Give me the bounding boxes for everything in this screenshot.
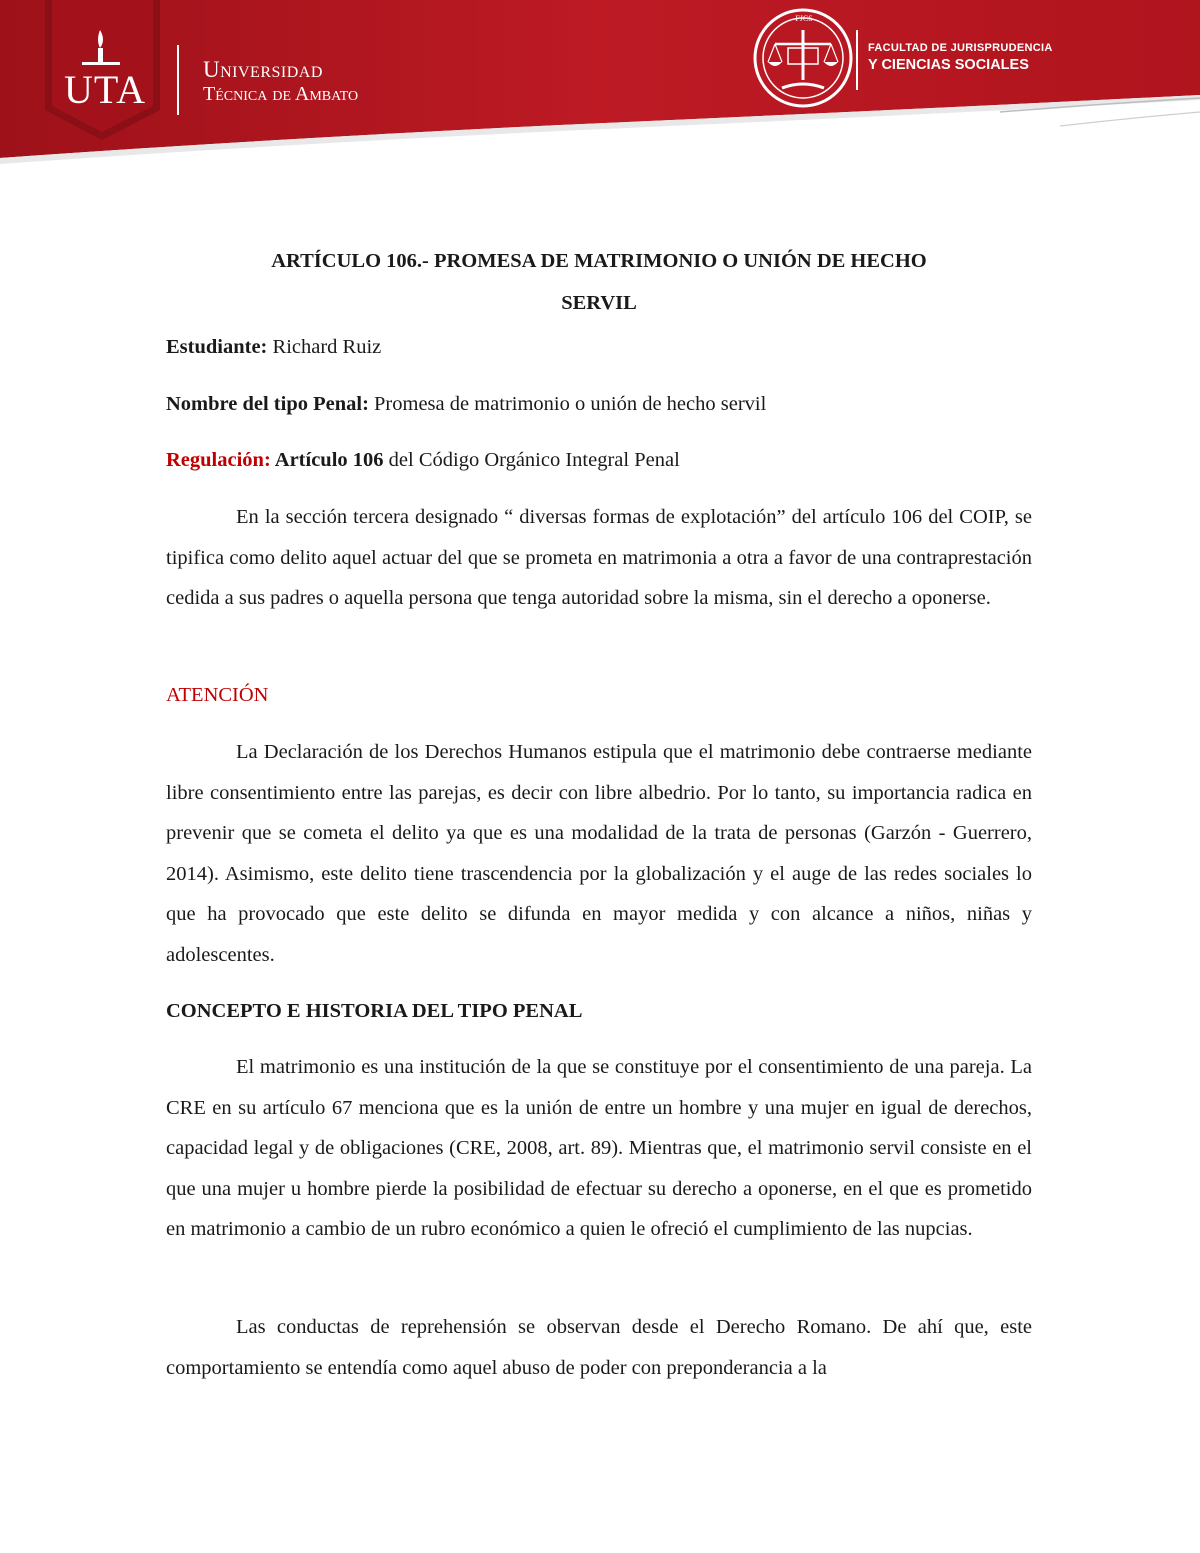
- type-value: Promesa de matrimonio o unión de hecho servil: [368, 393, 767, 415]
- faculty-line1: FACULTAD DE JURISPRUDENCIA: [868, 42, 1053, 54]
- regulation-line: [166, 449, 680, 472]
- university-name: [203, 58, 358, 104]
- paragraph-4: Las conductas de reprehensión se observan desde el Derecho Romano. De ahí que, este comportamiento se entendía como aquel abuso de poder con preponderancia a la: [166, 1316, 1032, 1379]
- regulation-article: Artículo 106: [270, 449, 384, 471]
- paragraph-2: La Declaración de los Derechos Humanos estipula que el matrimonio debe contraerse mediante libre consentimiento entre las parejas, es decir con libre albedrio. Por lo tanto, su importancia radica en prevenir que se cometa el delito ya que es una modalidad de la trata de personas (Garzón - Guerrero, 2014). Asimismo, este delito tiene trascendencia por la globalización y el auge de las redes sociales lo que ha provocado que este delito se difunda en mayor medida y con alcance a niños, niñas y adolescentes.: [166, 741, 1032, 966]
- faculty-name: [868, 42, 1053, 74]
- type-label: Nombre del tipo Penal:: [166, 393, 369, 415]
- attention-heading: ATENCIÓN: [166, 684, 269, 706]
- student-line: [166, 336, 381, 359]
- header-banner: [0, 0, 1200, 170]
- uta-logo-text: UTA: [64, 67, 147, 112]
- student-label: Estudiante:: [166, 336, 268, 358]
- title-line1: ARTÍCULO 106.- PROMESA DE MATRIMONIO O UNIÓN DE HECHO: [271, 250, 927, 272]
- regulation-rest: del Código Orgánico Integral Penal: [383, 449, 680, 471]
- faculty-seal-text: FJCS: [795, 14, 813, 23]
- university-line1: Universidad: [203, 57, 323, 82]
- document-title: [166, 240, 1032, 324]
- type-line: [166, 393, 766, 416]
- student-value: Richard Ruiz: [267, 336, 382, 358]
- paragraph-3: El matrimonio es una institución de la que se constituye por el consentimiento de una pareja. La CRE en su artículo 67 menciona que es la unión de entre un hombre y una mujer en igual de derechos, capacidad legal y de obligaciones (CRE, 2008, art. 89). Mientras que, el matrimonio servil consiste en el que una mujer u hombre pierde la posibilidad de efectuar su derecho a oponerse, en el que es prometido en matrimonio a cambio de un rubro económico a quien le ofreció el cumplimiento de las nupcias.: [166, 1056, 1032, 1240]
- paragraph-1: En la sección tercera designado “ diversas formas de explotación” del artículo 106 del COIP, se tipifica como delito aquel actuar del que se prometa en matrimonia a otra a favor de una contraprestación cedida a sus padres o aquella persona que tenga autoridad sobre la misma, sin el derecho a oponerse.: [166, 506, 1032, 609]
- regulation-label: Regulación:: [166, 449, 271, 471]
- banner-background: [0, 0, 1200, 170]
- faculty-line2: Y CIENCIAS SOCIALES: [868, 57, 1029, 74]
- concept-heading: CONCEPTO E HISTORIA DEL TIPO PENAL: [166, 1000, 583, 1022]
- university-line2: Técnica de Ambato: [203, 83, 359, 105]
- title-line2: SERVIL: [561, 292, 637, 314]
